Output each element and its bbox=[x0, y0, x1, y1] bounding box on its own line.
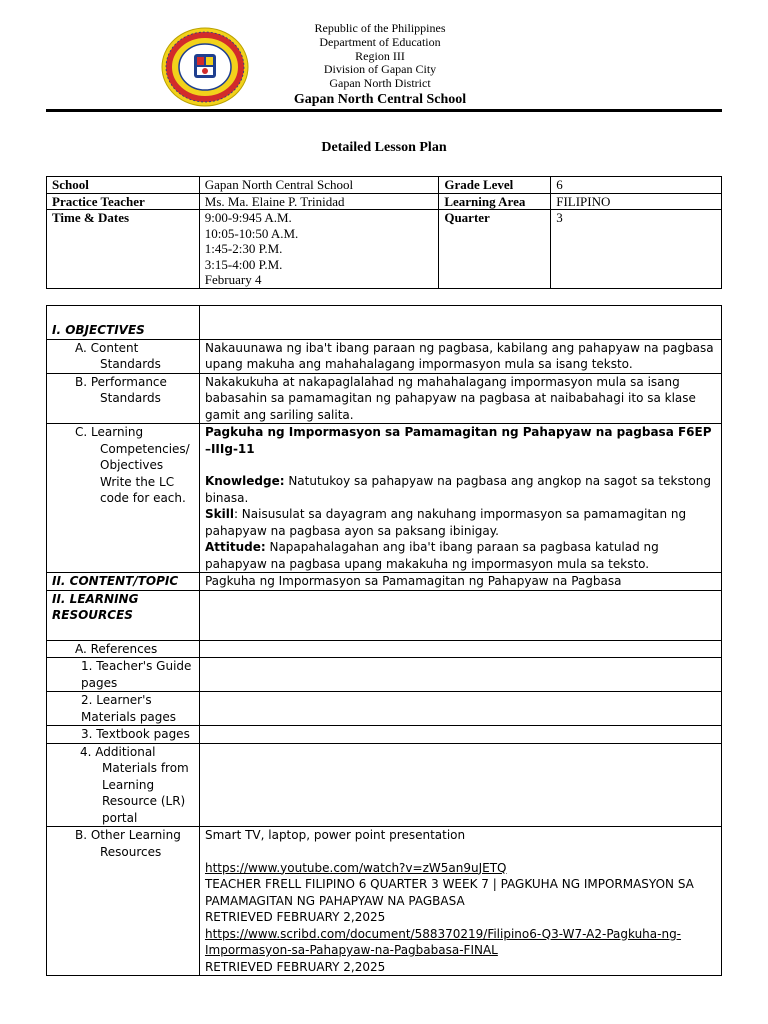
additional-materials-label: 4. Additional Materials from Learning Resource (LR) portal bbox=[47, 743, 200, 827]
content-topic-heading: II. CONTENT/TOPIC bbox=[52, 574, 179, 588]
video-title: TEACHER FRELL FILIPINO 6 QUARTER 3 WEEK 7 | PAGKUHA NG IMPORMASYON SA PAMAMAGITAN NG PAHAPYAW NA PAGBASA bbox=[204, 877, 694, 908]
lesson-info-table bbox=[46, 176, 722, 289]
table-row bbox=[47, 726, 722, 744]
learning-competencies-label: C. Learning Competencies/ Objectives Write the LC code for each. bbox=[47, 424, 200, 573]
other-resources-label: B. Other Learning Resources bbox=[47, 827, 200, 976]
skill-objective bbox=[205, 506, 716, 539]
time-slot: 1:45-2:30 P.M. bbox=[204, 241, 283, 256]
time-slot: 10:05-10:50 A.M. bbox=[204, 225, 299, 241]
competency-title: Pagkuha ng Impormasyon sa Pamamagitan ng Pahapyaw na pagbasa F6EP –IIIg-11 bbox=[204, 425, 712, 456]
learners-materials-label: 2. Learner's Materials pages bbox=[47, 692, 200, 726]
header-line-republic: Republic of the Philippines bbox=[314, 21, 446, 35]
knowledge-text: Natutukoy sa pahapyaw na pagbasa ang angkop na sagot sa tekstong binasa. bbox=[204, 474, 711, 505]
skill-label: Skill bbox=[204, 507, 234, 521]
content-standards-label: A. Content Standards bbox=[47, 339, 200, 373]
learning-area-value: FILIPINO bbox=[551, 193, 722, 210]
youtube-link[interactable]: https://www.youtube.com/watch?v=zW5an9uJETQ bbox=[204, 860, 507, 875]
table-row bbox=[47, 177, 722, 194]
materials-text: Smart TV, laptop, power point presentation bbox=[204, 828, 466, 842]
table-row bbox=[47, 692, 722, 726]
school-value: Gapan North Central School bbox=[199, 177, 439, 194]
time-slot: 9:00-9:945 A.M. bbox=[204, 210, 292, 225]
retrieved-date: RETRIEVED FEBRUARY 2,2025 bbox=[204, 959, 386, 974]
performance-standards-value: Nakakukuha at nakapaglalahad ng mahahalagang impormasyon mula sa isang babasahin sa pamamagitan ng pahapyaw na pagbasa at naibabahagi ito sa klase gamit ang sariling salita. bbox=[199, 373, 721, 424]
time-dates-label: Time & Dates bbox=[47, 210, 200, 289]
time-dates-value bbox=[199, 210, 439, 289]
references-label: A. References bbox=[47, 640, 200, 658]
teacher-value: Ms. Ma. Elaine P. Trinidad bbox=[199, 193, 439, 210]
attitude-objective bbox=[205, 539, 716, 572]
knowledge-objective bbox=[205, 473, 716, 506]
table-row bbox=[47, 210, 722, 289]
header-divider bbox=[46, 109, 722, 112]
date-value: February 4 bbox=[204, 272, 262, 287]
header-line-division: Division of Gapan City bbox=[323, 62, 437, 77]
quarter-value: 3 bbox=[551, 210, 722, 289]
learning-resources-heading: II. LEARNING RESOURCES bbox=[52, 591, 139, 622]
table-row bbox=[47, 590, 722, 640]
performance-standards-label: B. Performance Standards bbox=[47, 373, 200, 424]
attitude-label: Attitude: bbox=[204, 540, 266, 554]
retrieved-date: RETRIEVED FEBRUARY 2,2025 bbox=[204, 910, 386, 924]
table-row bbox=[47, 424, 722, 573]
quarter-label: Quarter bbox=[439, 210, 551, 289]
other-resources-value bbox=[199, 827, 721, 976]
objectives-heading: I. OBJECTIVES bbox=[52, 323, 145, 337]
table-row bbox=[47, 573, 722, 591]
time-slot: 3:15-4:00 P.M. bbox=[204, 256, 283, 272]
content-topic-value: Pagkuha ng Impormasyon sa Pamamagitan ng Pahapyaw na Pagbasa bbox=[199, 573, 721, 591]
table-row bbox=[47, 339, 722, 373]
table-row bbox=[47, 193, 722, 210]
learning-competencies-value bbox=[199, 424, 721, 573]
table-row bbox=[47, 640, 722, 658]
lesson-plan-table bbox=[46, 305, 722, 976]
agency-header-text bbox=[220, 22, 540, 109]
table-row bbox=[47, 306, 722, 340]
teachers-guide-label: 1. Teacher's Guide pages bbox=[47, 658, 200, 692]
header-line-region: Region III bbox=[355, 48, 405, 63]
school-name: Gapan North Central School bbox=[293, 91, 467, 107]
header-line-deped: Department of Education bbox=[319, 34, 441, 49]
grade-label: Grade Level bbox=[439, 177, 551, 194]
document-header bbox=[0, 0, 768, 112]
table-row bbox=[47, 658, 722, 692]
table-row bbox=[47, 827, 722, 976]
attitude-text: Napapahalagahan ang iba't ibang paraan sa pagbasa katulad ng pahapyaw na pagbasa upang makakuha ng impormasyon mula sa teksto. bbox=[204, 540, 659, 571]
document-title: Detailed Lesson Plan bbox=[321, 140, 447, 155]
knowledge-label: Knowledge: bbox=[204, 474, 285, 488]
table-row bbox=[47, 743, 722, 827]
scribd-link[interactable]: https://www.scribd.com/document/588370219/Filipino6-Q3-W7-A2-Pagkuha-ng-Impormasyon-sa-Pahapyaw-na-Pagbabasa-FINAL bbox=[204, 926, 682, 957]
learning-area-label: Learning Area bbox=[439, 193, 551, 210]
table-row bbox=[47, 373, 722, 424]
textbook-pages-label: 3. Textbook pages bbox=[47, 726, 200, 744]
grade-value: 6 bbox=[551, 177, 722, 194]
school-label: School bbox=[47, 177, 200, 194]
teacher-label: Practice Teacher bbox=[47, 193, 200, 210]
content-standards-value: Nakauunawa ng iba't ibang paraan ng pagbasa, kabilang ang pahapyaw na pagbasa upang makuha ang mahahalagang impormasyon mula sa isang teksto. bbox=[199, 339, 721, 373]
header-line-district: Gapan North District bbox=[329, 76, 431, 91]
skill-text: : Naisusulat sa dayagram ang nakuhang impormasyon sa pamamagitan ng pahapyaw na pagbasa ayon sa paksang ibinigay. bbox=[204, 507, 687, 538]
